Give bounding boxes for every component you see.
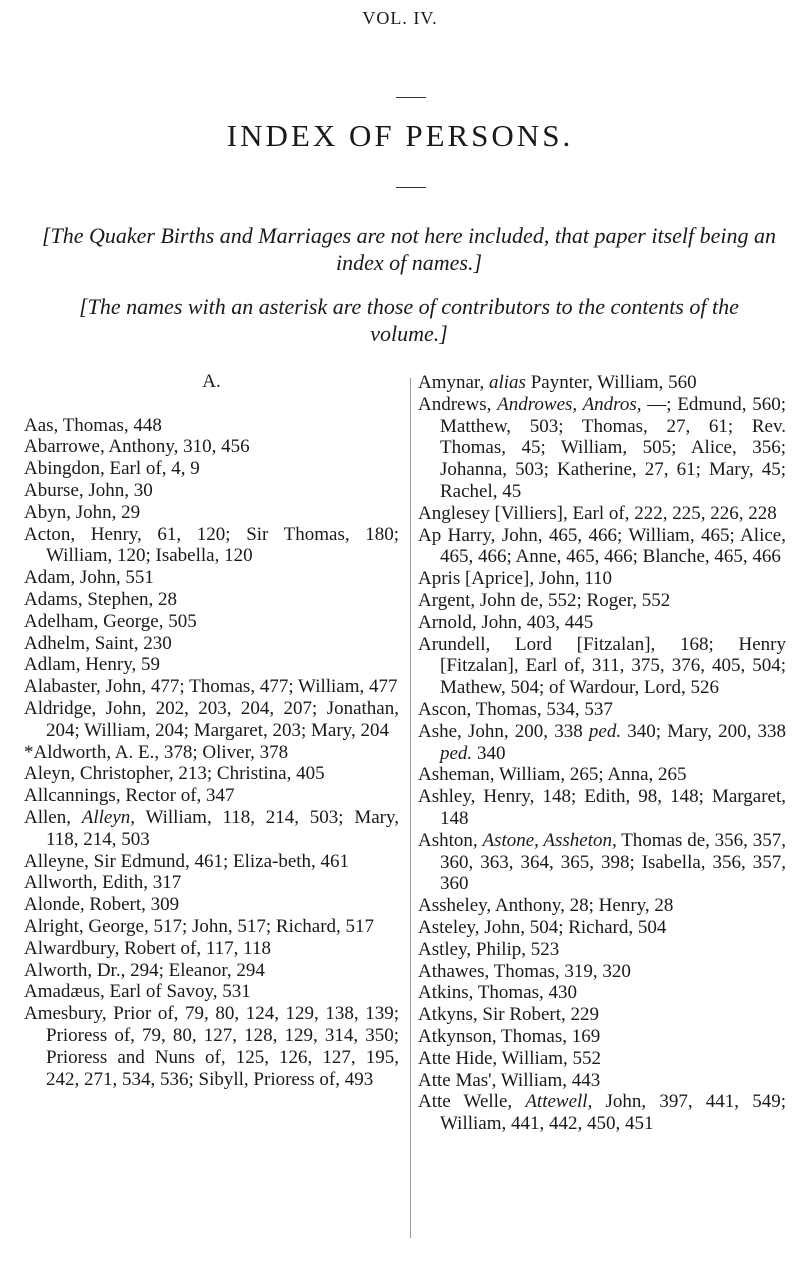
entry-text: *Aldworth, A. E., 378; Oliver, 378 <box>24 741 289 763</box>
index-entry <box>418 394 786 503</box>
entry-text: Atte Hide, William, 552 <box>418 1047 602 1069</box>
entry-text: 340 <box>472 742 506 764</box>
entry-text: 340; Mary, 200, 338 <box>621 720 786 742</box>
entry-text: Alleyne, Sir Edmund, 461; Eliza-beth, 461 <box>24 850 350 872</box>
index-entry <box>24 763 399 785</box>
entry-variant-italic: ped. <box>588 720 622 742</box>
index-entry <box>418 1004 786 1026</box>
index-entry <box>24 502 399 524</box>
index-entry <box>24 415 399 437</box>
index-entry <box>418 721 786 765</box>
index-entry <box>24 851 399 873</box>
entry-text: Ap Harry, John, 465, 466; William, 465; Alice, 465, 466; Anne, 465, 466; Blanche, 465, 466 <box>418 524 786 568</box>
index-entry <box>418 1026 786 1048</box>
entry-text: Abarrowe, Anthony, 310, 456 <box>24 436 250 458</box>
index-entry <box>24 872 399 894</box>
entry-list-left <box>24 415 399 1091</box>
entry-text: Allworth, Edith, 317 <box>24 872 182 894</box>
entry-text: Adams, Stephen, 28 <box>24 588 178 610</box>
index-entry <box>24 742 399 764</box>
index-entry <box>418 568 786 590</box>
entry-text: Alonde, Robert, 309 <box>24 894 180 916</box>
entry-text: Paynter, William, 560 <box>525 372 697 393</box>
index-entry <box>418 939 786 961</box>
entry-variant-italic: Astone, Assheton, <box>482 829 617 851</box>
entry-text: Andrews, <box>418 393 498 415</box>
index-entry <box>24 436 399 458</box>
entry-text: Ashley, Henry, 148; Edith, 98, 148; Margaret, 148 <box>418 786 786 829</box>
entry-text: Asheman, William, 265; Anna, 265 <box>418 764 687 786</box>
entry-text: Atkins, Thomas, 430 <box>418 982 578 1004</box>
index-entry <box>24 480 399 502</box>
entry-text: Atkynson, Thomas, 169 <box>418 1025 601 1047</box>
index-entry <box>24 698 399 742</box>
index-entry <box>24 938 399 960</box>
entry-text: Alabaster, John, 477; Thomas, 477; William, 477 <box>24 676 398 698</box>
index-entry <box>24 894 399 916</box>
entry-text: Allen, <box>24 806 82 828</box>
entry-variant-italic: ped. <box>440 742 473 764</box>
index-entry <box>24 807 399 851</box>
divider-rule <box>396 187 426 188</box>
index-entry <box>24 960 399 982</box>
index-entry <box>418 525 786 569</box>
index-entry <box>418 786 786 830</box>
entry-text: Athawes, Thomas, 319, 320 <box>418 960 631 982</box>
entry-text: Amadæus, Earl of Savoy, 531 <box>24 981 251 1003</box>
index-column-right <box>418 372 786 1135</box>
entry-text: Ashton, <box>418 829 483 851</box>
index-entry <box>24 676 399 698</box>
entry-text: Aburse, John, 30 <box>24 479 153 501</box>
entry-text: William, 118, 214, 503; Mary, 118, 214, 503 <box>46 806 399 850</box>
entry-text: Argent, John de, 552; Roger, 552 <box>418 589 671 611</box>
entry-text: Apris [Aprice], John, 110 <box>418 568 613 590</box>
entry-variant-italic: Androwes, Andros, <box>497 393 642 415</box>
entry-variant-italic: Attewell, <box>525 1091 593 1113</box>
index-entry <box>418 612 786 634</box>
index-entry <box>24 981 399 1003</box>
index-entry <box>418 372 786 394</box>
entry-text: Arnold, John, 403, 445 <box>418 611 594 633</box>
index-entry <box>24 567 399 589</box>
entry-text: Adelham, George, 505 <box>24 610 197 632</box>
entry-text: Amesbury, Prior of, 79, 80, 124, 129, 138, 139; Prioress of, 79, 80, 127, 128, 129, 314, 350; Prioress and Nuns of, 125, 126, 127, 195, 242, 271, 534, 536; Sibyll, Prioress of, 493 <box>24 1003 399 1090</box>
index-entry <box>24 633 399 655</box>
entry-text: Astley, Philip, 523 <box>418 938 560 960</box>
entry-variant-italic: alias <box>489 372 526 393</box>
index-entry <box>418 1048 786 1070</box>
index-entry <box>418 699 786 721</box>
index-entry <box>418 895 786 917</box>
index-entry <box>24 785 399 807</box>
index-entry <box>24 916 399 938</box>
index-entry <box>418 830 786 895</box>
entry-text: Abyn, John, 29 <box>24 501 141 523</box>
index-entry <box>418 1070 786 1092</box>
index-entry <box>24 654 399 676</box>
entry-text: Adhelm, Saint, 230 <box>24 632 172 654</box>
index-entry <box>418 764 786 786</box>
section-letter: A. <box>202 371 221 392</box>
index-entry <box>418 982 786 1004</box>
index-entry <box>418 590 786 612</box>
entry-text: Abingdon, Earl of, 4, 9 <box>24 458 200 480</box>
index-entry <box>418 917 786 939</box>
index-entry <box>24 458 399 480</box>
index-entry <box>418 503 786 525</box>
editorial-note-asterisk: [The names with an asterisk are those of contributors to the contents of the volume.] <box>79 294 739 346</box>
entry-text: Atkyns, Sir Robert, 229 <box>418 1004 600 1026</box>
entry-text: Adam, John, 551 <box>24 567 154 589</box>
entry-text: Anglesey [Villiers], Earl of, 222, 225, 226, 228 <box>418 502 777 524</box>
divider-rule <box>396 97 426 98</box>
index-entry <box>24 589 399 611</box>
entry-text: Adlam, Henry, 59 <box>24 654 160 676</box>
entry-text: Assheley, Anthony, 28; Henry, 28 <box>418 895 674 917</box>
entry-text: Ashe, John, 200, 338 <box>418 720 589 742</box>
index-entry <box>418 634 786 699</box>
index-entry <box>24 524 399 568</box>
entry-text: Thomas de, 356, 357, 360, 363, 364, 365, 398; Isabella, 356, 357, 360 <box>440 829 786 895</box>
index-column-left <box>24 371 399 1090</box>
entry-text: Aas, Thomas, 448 <box>24 414 162 436</box>
page-title: INDEX OF PERSONS. <box>226 118 574 153</box>
entry-text: Alworth, Dr., 294; Eleanor, 294 <box>24 959 265 981</box>
entry-variant-italic: Alleyn, <box>81 806 136 828</box>
volume-label: VOL. IV. <box>362 8 438 28</box>
entry-text: Atte Mas', William, 443 <box>418 1069 601 1091</box>
index-entry <box>24 1003 399 1090</box>
entry-text: Asteley, John, 504; Richard, 504 <box>418 916 667 938</box>
entry-text: —; Edmund, 560; Matthew, 503; Thomas, 27, 61; Rev. Thomas, 45; William, 505; Alice, 356; Johanna, 503; Katherine, 27, 61; Mary, 45; Rachel, 45 <box>440 393 786 502</box>
editorial-note-quaker: [The Quaker Births and Marriages are not here included, that paper itself being an index of names.] <box>41 223 777 275</box>
entry-text: Ascon, Thomas, 534, 537 <box>418 698 613 720</box>
entry-text: Acton, Henry, 61, 120; Sir Thomas, 180; William, 120; Isabella, 120 <box>24 523 399 567</box>
entry-text: Allcannings, Rector of, 347 <box>24 785 235 807</box>
entry-text: Atte Welle, <box>418 1091 526 1113</box>
entry-text: Aldridge, John, 202, 203, 204, 207; Jonathan, 204; William, 204; Margaret, 203; Mary, 204 <box>24 697 399 741</box>
entry-text: John, 397, 441, 549; William, 441, 442, 450, 451 <box>440 1091 786 1135</box>
index-entry <box>418 961 786 983</box>
entry-text: Amynar, <box>418 372 489 393</box>
entry-text: Alright, George, 517; John, 517; Richard, 517 <box>24 915 375 937</box>
entry-text: Arundell, Lord [Fitzalan], 168; Henry [Fitzalan], Earl of, 311, 375, 376, 405, 504; Mathew, 504; of Wardour, Lord, 526 <box>418 633 786 699</box>
entry-text: Aleyn, Christopher, 213; Christina, 405 <box>24 763 325 785</box>
index-entry <box>24 611 399 633</box>
entry-list-right <box>418 372 786 1135</box>
index-entry <box>418 1091 786 1135</box>
column-divider <box>410 378 411 1238</box>
entry-text: Alwardbury, Robert of, 117, 118 <box>24 937 271 959</box>
